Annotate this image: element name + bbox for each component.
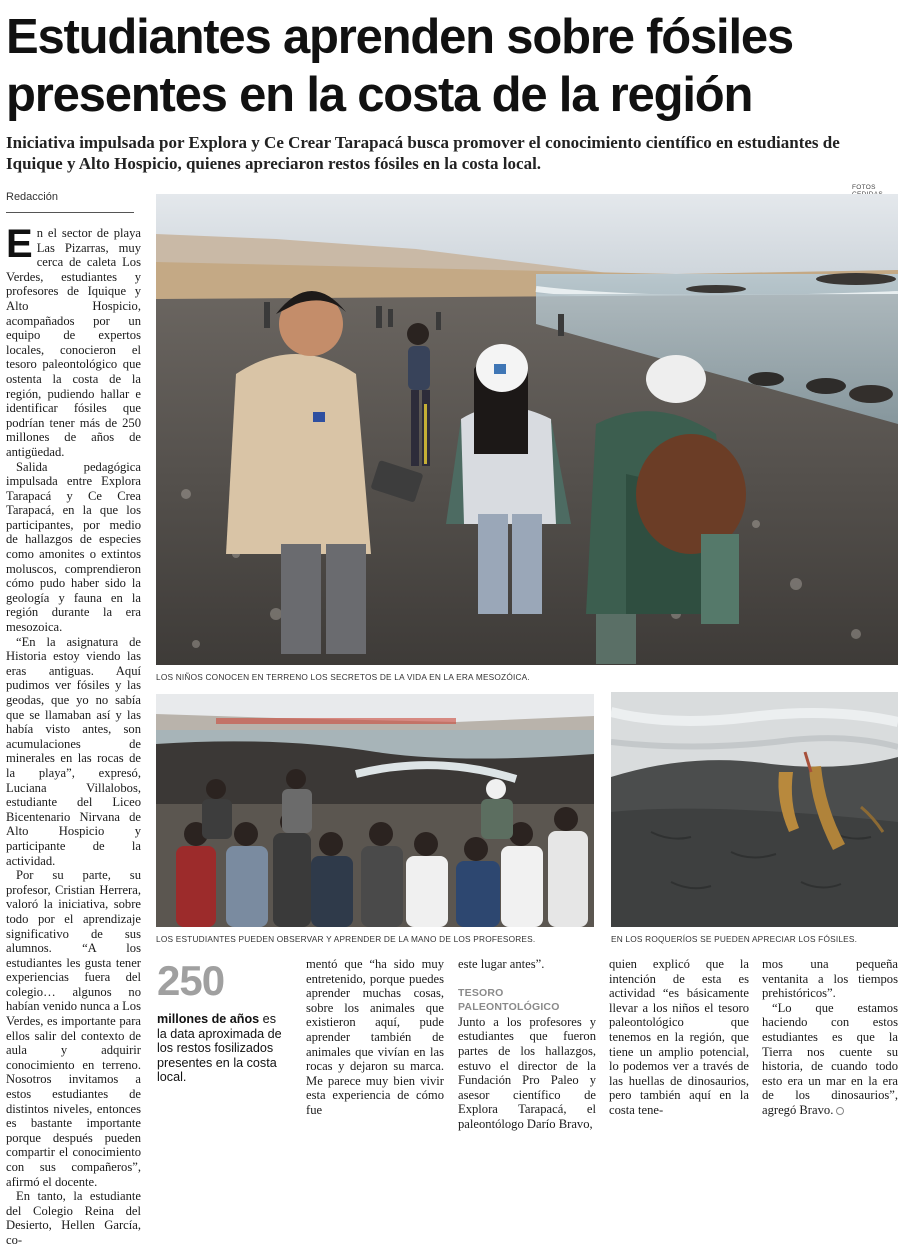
column-4: [458, 957, 596, 1132]
deck: Iniciativa impulsada por Explora y Ce Crear Tarapacá busca promover el conocimiento científico en estudiantes de Iquique y Alto Hospicio, quienes apreciaron restos fósiles en la costa local.: [6, 133, 840, 173]
group-photo: [156, 694, 594, 927]
column-4-body: Junto a los profesores y estudiantes que fueron partes de los hallazgos, estuvo el director de la Fundación Pro Paleo y asesor científico de Explora Tarapacá, el paleontólogo Darío Bravo,: [458, 1014, 596, 1131]
column-5-text: quien explicó que la intención de esta es actividad “es básicamente llevar a los niños el tesoro paleontológico que tenemos en la región, que tiene un amplio potencial, lo podemos ver a través de las huellas de dinosaurios, pero también aquí en la costa tene-: [609, 957, 749, 1117]
headline-line-2: presentes en la costa de la región: [6, 68, 753, 122]
paragraph-5: En tanto, la estudiante del Colegio Reina del Desierto, Hellen García, co-: [6, 1189, 141, 1247]
subhead: TESORO PALEONTOLÓGICO: [458, 986, 560, 1014]
byline: Redacción: [6, 191, 58, 203]
column-3: [306, 957, 444, 1118]
photo-credit: FOTOS: [852, 184, 876, 191]
caption-rocks-photo: EN LOS ROQUERÍOS SE PUEDEN APRECIAR LOS FÓSILES.: [611, 934, 858, 944]
column-6: [762, 957, 898, 1118]
caption-group-photo: LOS ESTUDIANTES PUEDEN OBSERVAR Y APRENDER DE LA MANO DE LOS PROFESORES.: [156, 934, 536, 944]
column-6-p2: “Lo que estamos haciendo con estos estudiantes es que la Tierra nos cuente su historia, de cuando todo esto era un mar en la era de los dinosaurios”, agregó Bravo.: [762, 1000, 898, 1117]
end-circle-icon: [836, 1107, 844, 1115]
main-photo: [156, 194, 898, 665]
dropcap: E: [6, 222, 33, 266]
headline: [6, 8, 901, 124]
column-1: [6, 222, 141, 1248]
paragraph-2: Salida pedagógica impulsada entre Explora Tarapacá y Ce Crea Tarapacá, en la que los participantes, por medio de hallazgos de especies como amonites o extintos moluscos, comprendieron cómo pudo haber sido la geología y fauna en la región durante la era mesozoica.: [6, 459, 141, 635]
paragraph-3: “En la asignatura de Historia estoy viendo las eras antiguas. Aquí pudimos ver fósiles y las geodas, que yo no sabía que se llamaban así y las había visto antes, son acumulaciones de minerales en las rocas de la playa”, expresó, Luciana Villalobos, estudiante del Liceo Bicentenario Nirvana de Alto Hospicio y participante de la actividad.: [6, 634, 141, 868]
paragraph-4: Por su parte, su profesor, Cristian Herrera, valoró la iniciativa, sobre todo por el aprendizaje significativo de sus alumnos. “A los estudiantes les gusta tener experiencias fuera del colegio… algunos no habían venido nunca a Los Verdes, es importante para ellos salir del contexto de aula y adquirir conocimiento en terreno. Nosotros invitamos a estos estudiantes de distintos niveles, entonces es bastante importante porque después pueden compartir el conocimiento con sus compañeros”, afirmó el docente.: [6, 868, 141, 1189]
column-5: [609, 957, 749, 1118]
column-4-top: este lugar antes”.: [458, 957, 545, 971]
byline-rule: [6, 212, 134, 213]
stat-bold: millones de años: [157, 1012, 260, 1026]
stat-rest: es la data aproximada de los restos fosilizados presentes en la costa local.: [157, 1012, 282, 1084]
caption-main-photo: LOS NIÑOS CONOCEN EN TERRENO LOS SECRETOS DE LA VIDA EN LA ERA MESOZÓICA.: [156, 672, 530, 682]
paragraph-1: En el sector de playa Las Pizarras, muy cerca de caleta Los Verdes, estudiantes y profesores de Iquique y Alto Hospicio, acompañados por un equipo de expertos locales, conocieron el tesoro paleontológico que ostenta la costa de la región, pudiendo hallar e identificar fósiles que podrían tener más de 250 millones de años de antigüedad.: [6, 222, 141, 459]
stat-text: [157, 1012, 285, 1085]
column-6-p1: mos una pequeña ventanita a los tiempos prehistóricos”.: [762, 957, 898, 1001]
column-3-text: mentó que “ha sido muy entretenido, porque puedes aprender muchas cosas, sobre los animales que existieron aquí, pude aprender también de animales que vivían en las rocas y dejaron su marca. Me parece muy bien vivir esta experiencia de cómo fue: [306, 957, 444, 1117]
stat-number: 250: [157, 957, 225, 1004]
headline-line-1: Estudiantes aprenden sobre fósiles: [6, 10, 793, 64]
rocks-photo: [611, 692, 898, 927]
